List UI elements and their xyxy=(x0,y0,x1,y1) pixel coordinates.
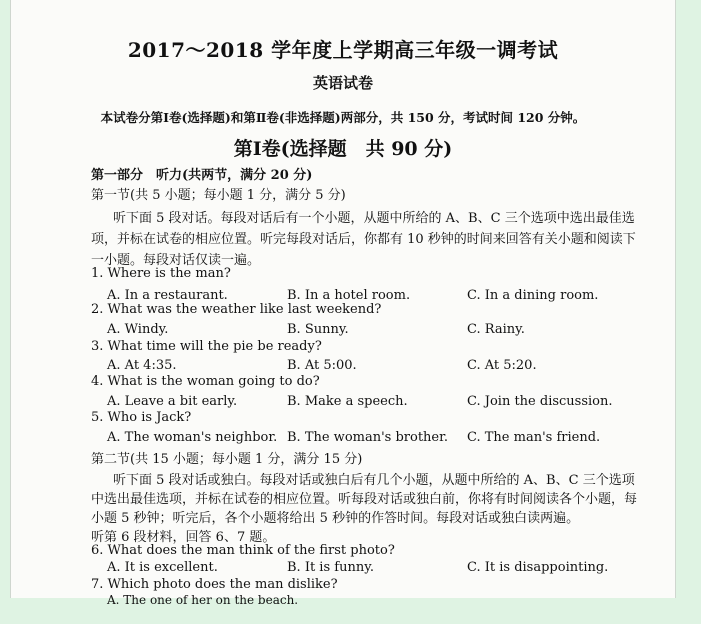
section1-directions-3: 一小题。每段对话仅读一遍。 xyxy=(91,253,261,268)
question-2: 2. What was the weather like last weekend? xyxy=(91,302,382,317)
question-3: 3. What time will the pie be ready? xyxy=(91,339,322,354)
section2-directions-1: 听下面 5 段对话或独白。每段对话或独白后有几个小题，从题中所给的 A、B、C 三个选项 xyxy=(113,473,635,488)
q2-option-c: C. Rainy. xyxy=(467,322,525,337)
q3-option-b: B. At 5:00. xyxy=(287,358,357,373)
q1-option-b: B. In a hotel room. xyxy=(287,288,411,303)
section1-directions-1: 听下面 5 段对话。每段对话后有一个小题，从题中所给的 A、B、C 三个选项中选出最佳选 xyxy=(113,211,635,226)
q3-option-a: A. At 4:35. xyxy=(107,358,177,373)
q2-option-a: A. Windy. xyxy=(107,322,169,337)
part1-heading: 第一部分 听力(共两节，满分 20 分) xyxy=(91,168,313,183)
section2-heading: 第二节(共 15 小题；每小题 1 分，满分 15 分) xyxy=(91,452,363,467)
q6-option-b: B. It is funny. xyxy=(287,560,374,575)
q5-option-a: A. The woman's neighbor. xyxy=(107,430,278,445)
q5-option-c: C. The man's friend. xyxy=(467,430,601,445)
exam-page xyxy=(10,0,676,607)
q7-option-a: A. The one of her on the beach. xyxy=(107,593,299,607)
question-7: 7. Which photo does the man dislike? xyxy=(91,577,338,592)
section1-heading: 第一节(共 5 小题；每小题 1 分，满分 5 分) xyxy=(91,188,346,203)
exam-instructions: 本试卷分第Ⅰ卷(选择题)和第Ⅱ卷(非选择题)两部分，共 150 分，考试时间 120 分钟。 xyxy=(100,110,586,125)
q1-option-a: A. In a restaurant. xyxy=(107,288,228,303)
section2-material: 听第 6 段材料，回答 6、7 题。 xyxy=(91,530,276,545)
volume-title: 第Ⅰ卷(选择题 共 90 分) xyxy=(233,138,453,160)
subject-title: 英语试卷 xyxy=(312,74,373,92)
section1-directions-2: 项，并标在试卷的相应位置。听完每段对话后，你都有 10 秒钟的时间来回答有关小题和阅读下 xyxy=(91,232,636,247)
q6-option-c: C. It is disappointing. xyxy=(467,560,609,575)
q5-option-b: B. The woman's brother. xyxy=(287,430,449,445)
q1-option-c: C. In a dining room. xyxy=(467,288,599,303)
q4-option-b: B. Make a speech. xyxy=(287,394,408,409)
q4-option-a: A. Leave a bit early. xyxy=(107,394,238,409)
question-6: 6. What does the man think of the first photo? xyxy=(91,543,395,558)
q4-option-c: C. Join the discussion. xyxy=(467,394,613,409)
q3-option-c: C. At 5:20. xyxy=(467,358,537,373)
q2-option-b: B. Sunny. xyxy=(287,322,349,337)
question-4: 4. What is the woman going to do? xyxy=(91,374,320,389)
question-1: 1. Where is the man? xyxy=(91,266,231,281)
section2-directions-2: 中选出最佳选项，并标在试卷的相应位置。听每段对话或独白前，你将有时间阅读各个小题，每 xyxy=(91,492,638,507)
q6-option-a: A. It is excellent. xyxy=(107,560,218,575)
section2-directions-3: 小题 5 秒钟；听完后，各个小题将给出 5 秒钟的作答时间。每段对话或独白读两遍。 xyxy=(91,511,580,526)
question-5: 5. Who is Jack? xyxy=(91,410,192,425)
exam-title: 2017～2018 学年度上学期高三年级一调考试 xyxy=(127,38,559,62)
